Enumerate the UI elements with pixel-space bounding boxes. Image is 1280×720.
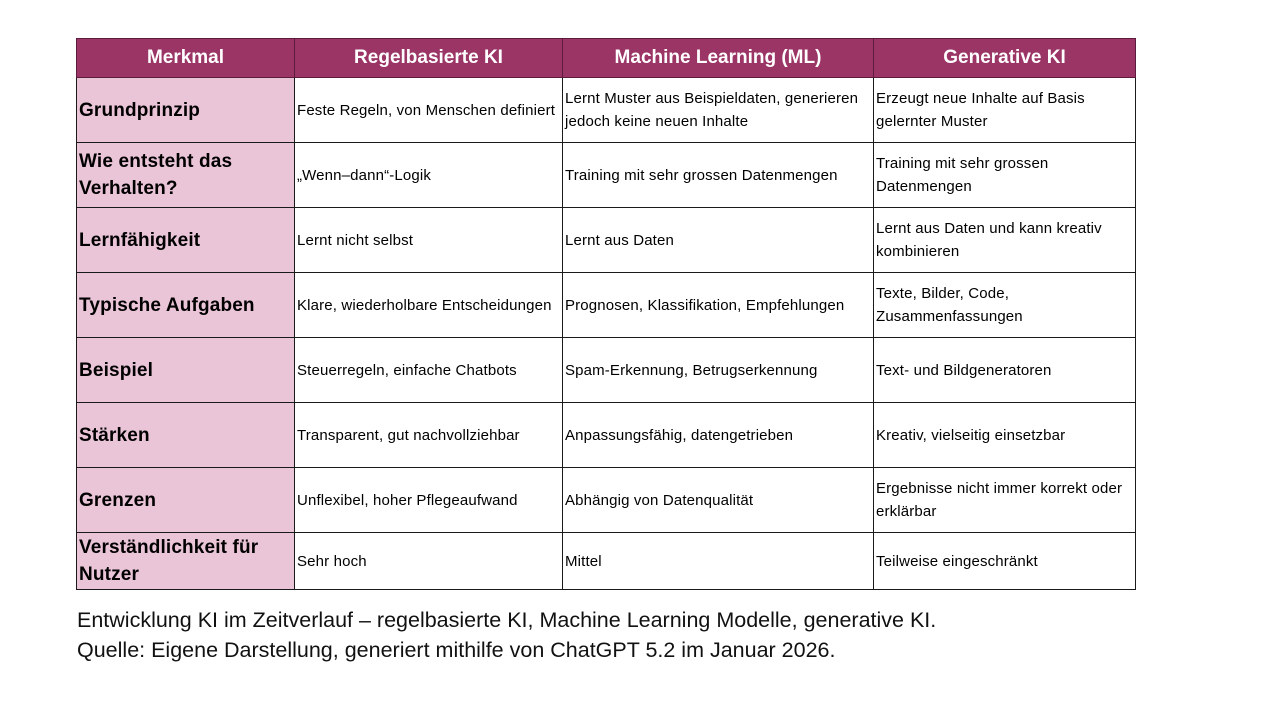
table-cell: Sehr hoch bbox=[295, 533, 563, 590]
row-header: Typische Aufgaben bbox=[77, 273, 295, 338]
table-row bbox=[77, 208, 1136, 273]
row-header: Wie entsteht das Verhalten? bbox=[77, 143, 295, 208]
table-cell: Anpassungsfähig, datengetrieben bbox=[563, 403, 874, 468]
table-cell: Text- und Bildgeneratoren bbox=[874, 338, 1136, 403]
table-cell: Mittel bbox=[563, 533, 874, 590]
header-merkmal: Merkmal bbox=[77, 39, 295, 78]
table-cell: „Wenn–dann“-Logik bbox=[295, 143, 563, 208]
table-cell: Klare, wiederholbare Entscheidungen bbox=[295, 273, 563, 338]
header-row bbox=[77, 39, 1136, 78]
table-cell: Abhängig von Datenqualität bbox=[563, 468, 874, 533]
table-row bbox=[77, 468, 1136, 533]
table-cell: Texte, Bilder, Code, Zusammenfassungen bbox=[874, 273, 1136, 338]
table-cell: Kreativ, vielseitig einsetzbar bbox=[874, 403, 1136, 468]
table-cell: Teilweise eingeschränkt bbox=[874, 533, 1136, 590]
table-cell: Unflexibel, hoher Pflegeaufwand bbox=[295, 468, 563, 533]
table-row bbox=[77, 403, 1136, 468]
table-row bbox=[77, 78, 1136, 143]
table-cell: Prognosen, Klassifikation, Empfehlungen bbox=[563, 273, 874, 338]
header-generative-ki: Generative KI bbox=[874, 39, 1136, 78]
header-machine-learning: Machine Learning (ML) bbox=[563, 39, 874, 78]
comparison-table-container bbox=[76, 38, 1136, 590]
row-header: Beispiel bbox=[77, 338, 295, 403]
row-header: Grenzen bbox=[77, 468, 295, 533]
table-cell: Spam-Erkennung, Betrugserkennung bbox=[563, 338, 874, 403]
row-header: Grundprinzip bbox=[77, 78, 295, 143]
table-cell: Feste Regeln, von Menschen definiert bbox=[295, 78, 563, 143]
caption-title: Entwicklung KI im Zeitverlauf – regelbasierte KI, Machine Learning Modelle, generative KI. bbox=[77, 608, 937, 632]
table-row bbox=[77, 143, 1136, 208]
table-cell: Ergebnisse nicht immer korrekt oder erklärbar bbox=[874, 468, 1136, 533]
table-cell: Lernt nicht selbst bbox=[295, 208, 563, 273]
row-header: Verständlichkeit für Nutzer bbox=[77, 533, 295, 590]
table-cell: Transparent, gut nachvollziehbar bbox=[295, 403, 563, 468]
table-row bbox=[77, 338, 1136, 403]
figure-caption bbox=[77, 605, 936, 665]
table-row bbox=[77, 273, 1136, 338]
table-cell: Training mit sehr grossen Datenmengen bbox=[874, 143, 1136, 208]
table-cell: Training mit sehr grossen Datenmengen bbox=[563, 143, 874, 208]
row-header: Stärken bbox=[77, 403, 295, 468]
table-header bbox=[77, 39, 1136, 78]
caption-source: Quelle: Eigene Darstellung, generiert mithilfe von ChatGPT 5.2 im Januar 2026. bbox=[77, 638, 836, 662]
table-cell: Lernt Muster aus Beispieldaten, generieren jedoch keine neuen Inhalte bbox=[563, 78, 874, 143]
table-cell: Lernt aus Daten und kann kreativ kombinieren bbox=[874, 208, 1136, 273]
table-row bbox=[77, 533, 1136, 590]
row-header: Lernfähigkeit bbox=[77, 208, 295, 273]
header-regelbasierte-ki: Regelbasierte KI bbox=[295, 39, 563, 78]
table-cell: Steuerregeln, einfache Chatbots bbox=[295, 338, 563, 403]
table-body bbox=[77, 78, 1136, 590]
table-cell: Lernt aus Daten bbox=[563, 208, 874, 273]
comparison-table bbox=[76, 38, 1136, 590]
table-cell: Erzeugt neue Inhalte auf Basis gelernter Muster bbox=[874, 78, 1136, 143]
